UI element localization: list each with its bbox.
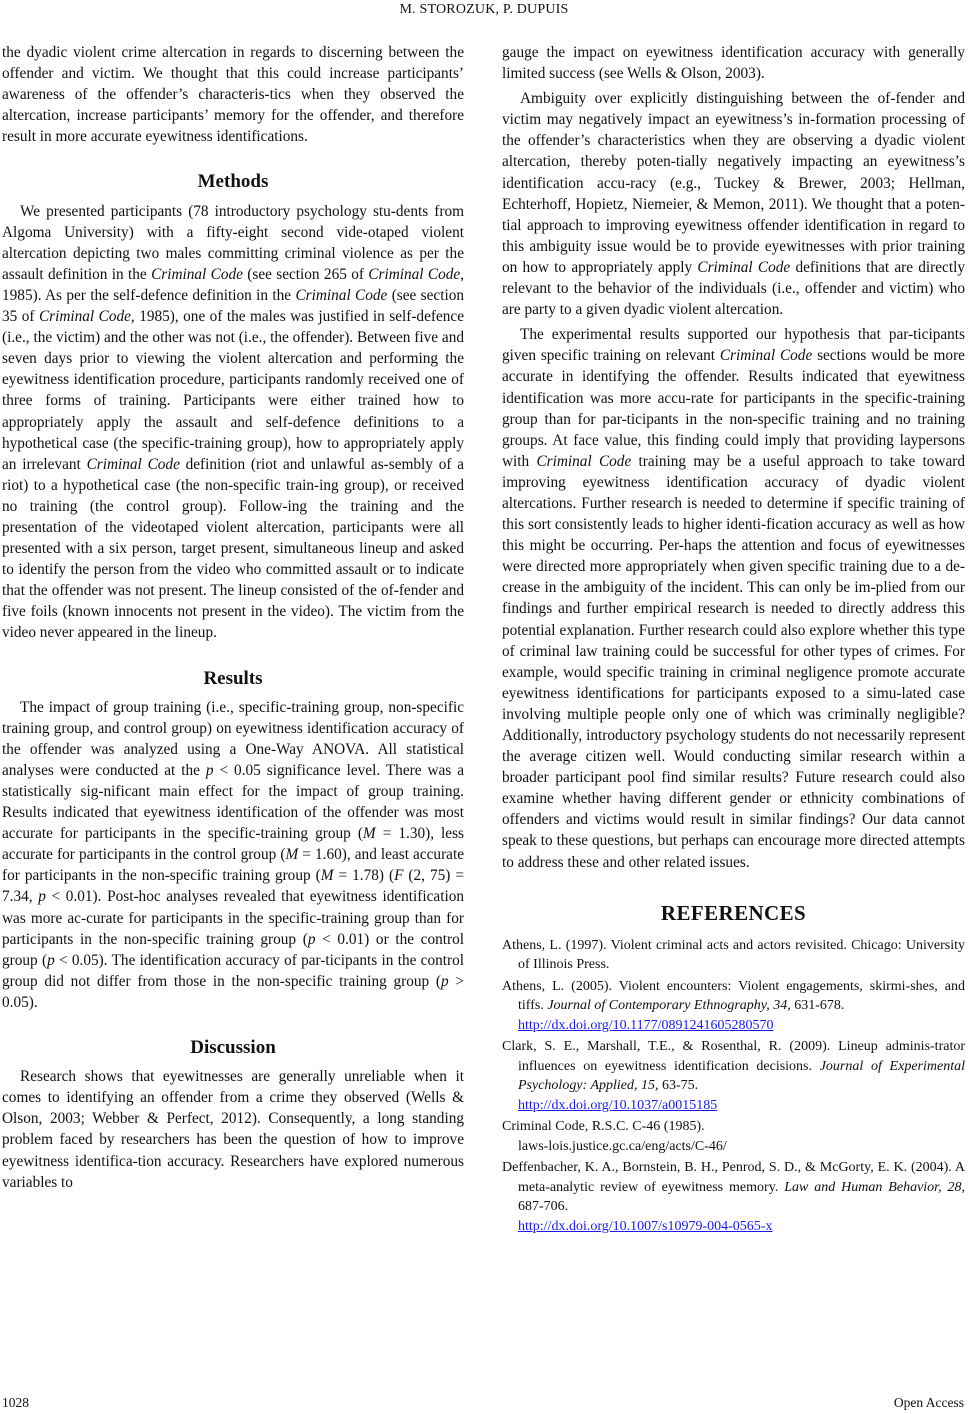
reference-url: laws-lois.justice.gc.ca/eng/acts/C-46/	[518, 1138, 727, 1154]
reference-item: Clark, S. E., Marshall, T.E., & Rosenthal, R. (2009). Lineup adminis-trator influences on eyewitness identification decisions. Journal of Experimental Psychology: Applied, 15, 63-75. http://dx.doi.org/10.1037/a0015185	[502, 1037, 965, 1115]
methods-paragraph: We presented participants (78 introductory psychology stu-dents from Algoma University) with a fifty-eight second vide-otaped violent altercation depicting two males committing criminal violence as per the assault definition in the Criminal Code (see section 265 of Criminal Code, 1985). As per the self-defence definition in the Criminal Code (see section 35 of Criminal Code, 1985), one of the males was justified in self-defence (i.e., the victim) and the other was not (i.e., the offender). Between five and seven days prior to viewing the violent altercation and performing the eyewitness identification procedure, participants randomly received one of three forms of training. Participants were either trained how to appropriately apply the assault and self-defence definitions to a hypothetical case (the specific-training group), how to appropriately apply an irrelevant Criminal Code definition (riot and unlawful as-sembly of a riot) to a hypothetical case (the non-specific train-ing group), or received no training (the control group). Follow-ing the training and the presentation of the videotaped violent altercation, participants were all presented with a six person, target present, simultaneous lineup and asked to identify the person from the video who committed assault or to indicate that the offender was not present. The lineup consisted of the of-fender and five foils (known innocents not present in the video). The victim from the video never appeared in the lineup.	[2, 202, 465, 642]
references-heading: REFERENCES	[660, 900, 807, 925]
reference-item: Deffenbacher, K. A., Bornstein, B. H., Penrod, S. D., & McGorty, E. K. (2004). A meta-analytic review of eyewitness memory. Law and Human Behavior, 28, 687-706. http://dx.doi.org/10.1007/s10979-004-0565-x	[502, 1158, 965, 1236]
intro-tail-paragraph: the dyadic violent crime altercation in regards to discerning between the offender and victim. We thought that this could increase participants’ awareness of the offender’s characteris-tics when they observed the altercation, increase participants’ memory for the offender, and therefore result in more accurate eyewitness identifications.	[2, 44, 464, 146]
discussion-paragraph: Research shows that eyewitnesses are generally unreliable when it comes to identifying an offender from a crime they observed (Wells & Olson, 2003; Webber & Perfect, 2012). Consequently, a long standing problem faced by researchers has been the question of how to improve eyewitness identifica-tion accuracy. Researchers have explored numerous variables to	[2, 1068, 464, 1191]
reference-item: Athens, L. (1997). Violent criminal acts and actors revisited. Chicago: University of Illinois Press.	[502, 937, 965, 973]
ambiguity-paragraph: Ambiguity over explicitly distinguishing between the of-fender and victim may negatively impact an eyewitness’s in-formation processing of the offender’s characteristics when they are observing a dyadic violent altercation, thereby poten-tially negatively impacting an eyewitness’s identification accu-racy (e.g., Tuckey & Brewer, 2003; Hellman, Echterhoff, Hopietz, Niemeier, & Memon, 2011). We thought that a poten-tial approach to improving eyewitness offender identification in regard to this ambiguity issue would be to provide eyewitnesses with prior training on how to appropriately apply Criminal Code definitions that are directly relevant to the behavior of the individuals (i.e., offender and victim) who are party to a given dyadic violent altercation.	[502, 90, 965, 319]
doi-link[interactable]: http://dx.doi.org/10.1177/0891241605280570	[518, 1017, 774, 1033]
open-access-label: Open Access	[893, 1395, 964, 1410]
discussion-heading: Discussion	[190, 1037, 276, 1059]
methods-heading: Methods	[197, 171, 269, 193]
results-paragraph: The impact of group training (i.e., specific-training group, non-specific training group, and control group) on eyewitness identification accuracy of the offender was analyzed using a One-Way ANOVA. All statistical analyses were conducted at the p < 0.05 significance level. There was a statistically sig-nificant main effect for the impact of group training. Results indicated that eyewitness identification of the offender was most accurate for participants in the specific-training group (M = 1.30), less accurate for participants in the control group (M = 1.60), and least accurate for participants in the non-specific training group (M = 1.78) (F (2, 75) = 7.34, p < 0.01). Post-hoc analyses revealed that eyewitness identification was more ac-curate for participants in the specific-training group than for participants in the non-specific training group (p < 0.01) or the control group (p < 0.05). The identification accuracy of par-ticipants in the control group did not differ from those in the non-specific training group (p > 0.05).	[2, 698, 465, 1011]
references-list	[502, 936, 965, 1237]
reference-item: Criminal Code, R.S.C. C-46 (1985). laws-lois.justice.gc.ca/eng/acts/C-46/	[502, 1117, 965, 1156]
results-heading: Results	[203, 667, 263, 689]
page-number: 1028	[2, 1395, 29, 1410]
reference-item: Athens, L. (2005). Violent encounters: Violent engagements, skirmi-shes, and tiffs. Journal of Contemporary Ethnography, 34, 631-678. http://dx.doi.org/10.1177/0891241605280570	[502, 977, 965, 1036]
left-column	[2, 42, 464, 1193]
right-column	[502, 42, 965, 1236]
doi-link[interactable]: http://dx.doi.org/10.1037/a0015185	[518, 1097, 718, 1113]
doi-link[interactable]: http://dx.doi.org/10.1007/s10979-004-0565-x	[518, 1218, 773, 1234]
experimental-results-paragraph: The experimental results supported our hypothesis that par-ticipants given specific training on relevant Criminal Code sections would be more accurate in identifying the offender. Results indicated that eyewitness identification was more accu-rate for participants in the specific-training group than for par-ticipants in the non-specific training and no training groups. At face value, this finding could imply that providing laypersons with Criminal Code training may be a useful approach to take toward improving eyewitness identification accuracy of dyadic violent altercations. Further research is needed to determine if specific training of this sort consistently leads to higher identi-fication accuracy as well as how this might be occurring. Per-haps the attention and focus of eyewitnesses were directed more appropriately when given specific training due to a de-crease in the ambiguity of the incident. This can only be im-plied from our findings and further empirical research is needed to directly address this potential explanation. Further research could also explore whether this type of criminal law training could be successful for other types of crimes. For example, would specific training in criminal negligence promote accurate eyewitness identifications for participants exposed to a simu-lated case involving multiple people only one of which was criminally negligible? Additionally, introductory psychology students do not necessarily represent the average citizen well. Would conducting similar research within a broader participant pool find similar results? Future research could also examine whether having different gender or ethnicity combinations of offenders and victims would result in similar findings? Our data cannot speak to these questions, but perhaps can encourage more directed attempts to address these and other related issues.	[502, 326, 965, 871]
discussion-continued-paragraph: gauge the impact on eyewitness identification accuracy with generally limited success (see Wells & Olson, 2003).	[502, 44, 965, 83]
running-header: M. STOROZUK, P. DUPUIS	[399, 2, 569, 17]
